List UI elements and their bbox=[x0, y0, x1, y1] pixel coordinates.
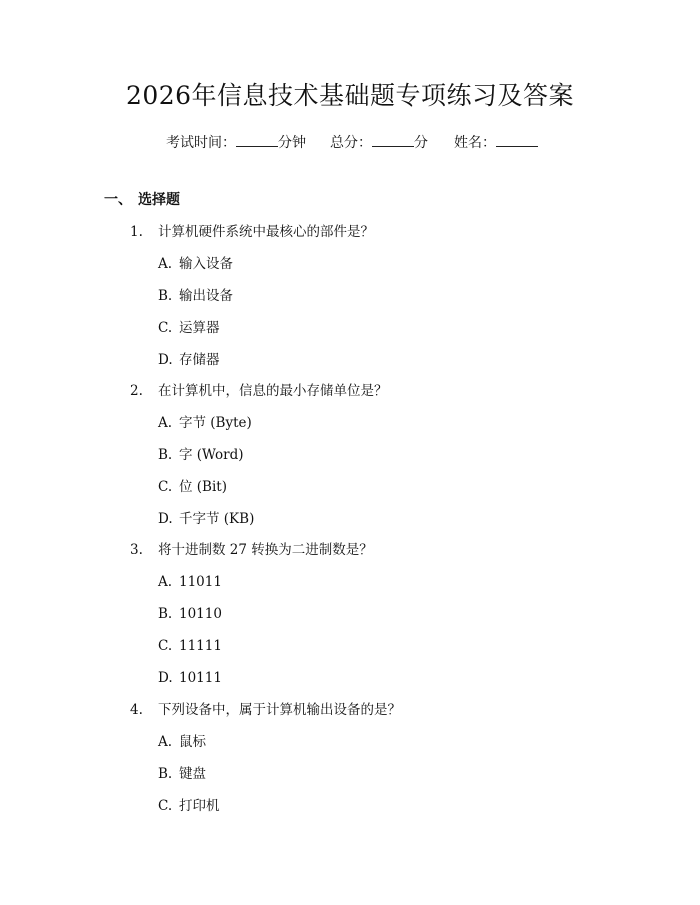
total-score-label: 总分： bbox=[330, 135, 372, 151]
answer-option bbox=[158, 796, 220, 816]
answer-option bbox=[158, 254, 233, 274]
question-item bbox=[130, 540, 373, 560]
option-letter: D. bbox=[158, 352, 173, 368]
student-name-blank bbox=[496, 132, 538, 147]
question-number: 1. bbox=[130, 224, 143, 240]
total-score-blank bbox=[372, 132, 414, 147]
option-letter: C. bbox=[158, 638, 173, 654]
option-letter: A. bbox=[158, 415, 173, 431]
option-letter: A. bbox=[158, 574, 173, 590]
option-text: 字 (Word) bbox=[179, 447, 244, 463]
option-letter: C. bbox=[158, 479, 173, 495]
answer-option bbox=[158, 286, 233, 306]
answer-option bbox=[158, 413, 252, 433]
section-number: 一、 bbox=[104, 192, 132, 208]
option-letter: B. bbox=[158, 606, 173, 622]
option-text: 打印机 bbox=[179, 798, 220, 814]
option-text: 存储器 bbox=[179, 352, 220, 368]
student-name-label: 姓名： bbox=[454, 135, 496, 151]
question-number: 4. bbox=[130, 702, 143, 718]
option-text: 11111 bbox=[179, 638, 222, 654]
option-text: 键盘 bbox=[179, 766, 206, 782]
option-text: 运算器 bbox=[179, 320, 220, 336]
question-text: 将十进制数 27 转换为二进制数是？ bbox=[158, 542, 373, 558]
option-letter: C. bbox=[158, 320, 173, 336]
answer-option bbox=[158, 477, 227, 497]
option-letter: C. bbox=[158, 798, 173, 814]
exam-time-blank bbox=[236, 132, 278, 147]
total-score-field bbox=[330, 132, 428, 153]
answer-option bbox=[158, 636, 222, 656]
option-letter: B. bbox=[158, 766, 173, 782]
exam-time-field bbox=[166, 132, 306, 153]
option-text: 输出设备 bbox=[179, 288, 233, 304]
question-number: 2. bbox=[130, 383, 143, 399]
student-name-field bbox=[454, 132, 538, 153]
option-text: 位 (Bit) bbox=[179, 479, 227, 495]
section-heading bbox=[104, 190, 180, 210]
question-item bbox=[130, 700, 401, 720]
answer-option bbox=[158, 668, 222, 688]
section-title: 选择题 bbox=[138, 192, 180, 208]
exam-time-suffix: 分钟 bbox=[278, 135, 306, 151]
option-text: 字节 (Byte) bbox=[179, 415, 252, 431]
option-text: 千字节 (KB) bbox=[179, 511, 255, 527]
question-item bbox=[130, 381, 388, 401]
option-text: 10110 bbox=[179, 606, 222, 622]
answer-option bbox=[158, 509, 254, 529]
option-text: 输入设备 bbox=[179, 256, 233, 272]
question-item bbox=[130, 222, 374, 242]
option-letter: B. bbox=[158, 447, 173, 463]
answer-option bbox=[158, 350, 220, 370]
exam-time-label: 考试时间： bbox=[166, 135, 236, 151]
option-letter: A. bbox=[158, 734, 173, 750]
option-text: 11011 bbox=[179, 574, 222, 590]
question-number: 3. bbox=[130, 542, 143, 558]
answer-option bbox=[158, 764, 206, 784]
page-title: 2026年信息技术基础题专项练习及答案 bbox=[125, 81, 575, 110]
question-text: 下列设备中，属于计算机输出设备的是？ bbox=[158, 702, 401, 718]
option-letter: B. bbox=[158, 288, 173, 304]
question-text: 在计算机中，信息的最小存储单位是？ bbox=[158, 383, 388, 399]
total-score-suffix: 分 bbox=[414, 135, 428, 151]
option-text: 鼠标 bbox=[179, 734, 206, 750]
answer-option bbox=[158, 604, 222, 624]
option-text: 10111 bbox=[179, 670, 222, 686]
question-text: 计算机硬件系统中最核心的部件是？ bbox=[158, 224, 374, 240]
option-letter: A. bbox=[158, 256, 173, 272]
option-letter: D. bbox=[158, 670, 173, 686]
answer-option bbox=[158, 445, 244, 465]
answer-option bbox=[158, 318, 220, 338]
answer-option bbox=[158, 572, 222, 592]
option-letter: D. bbox=[158, 511, 173, 527]
answer-option bbox=[158, 732, 206, 752]
